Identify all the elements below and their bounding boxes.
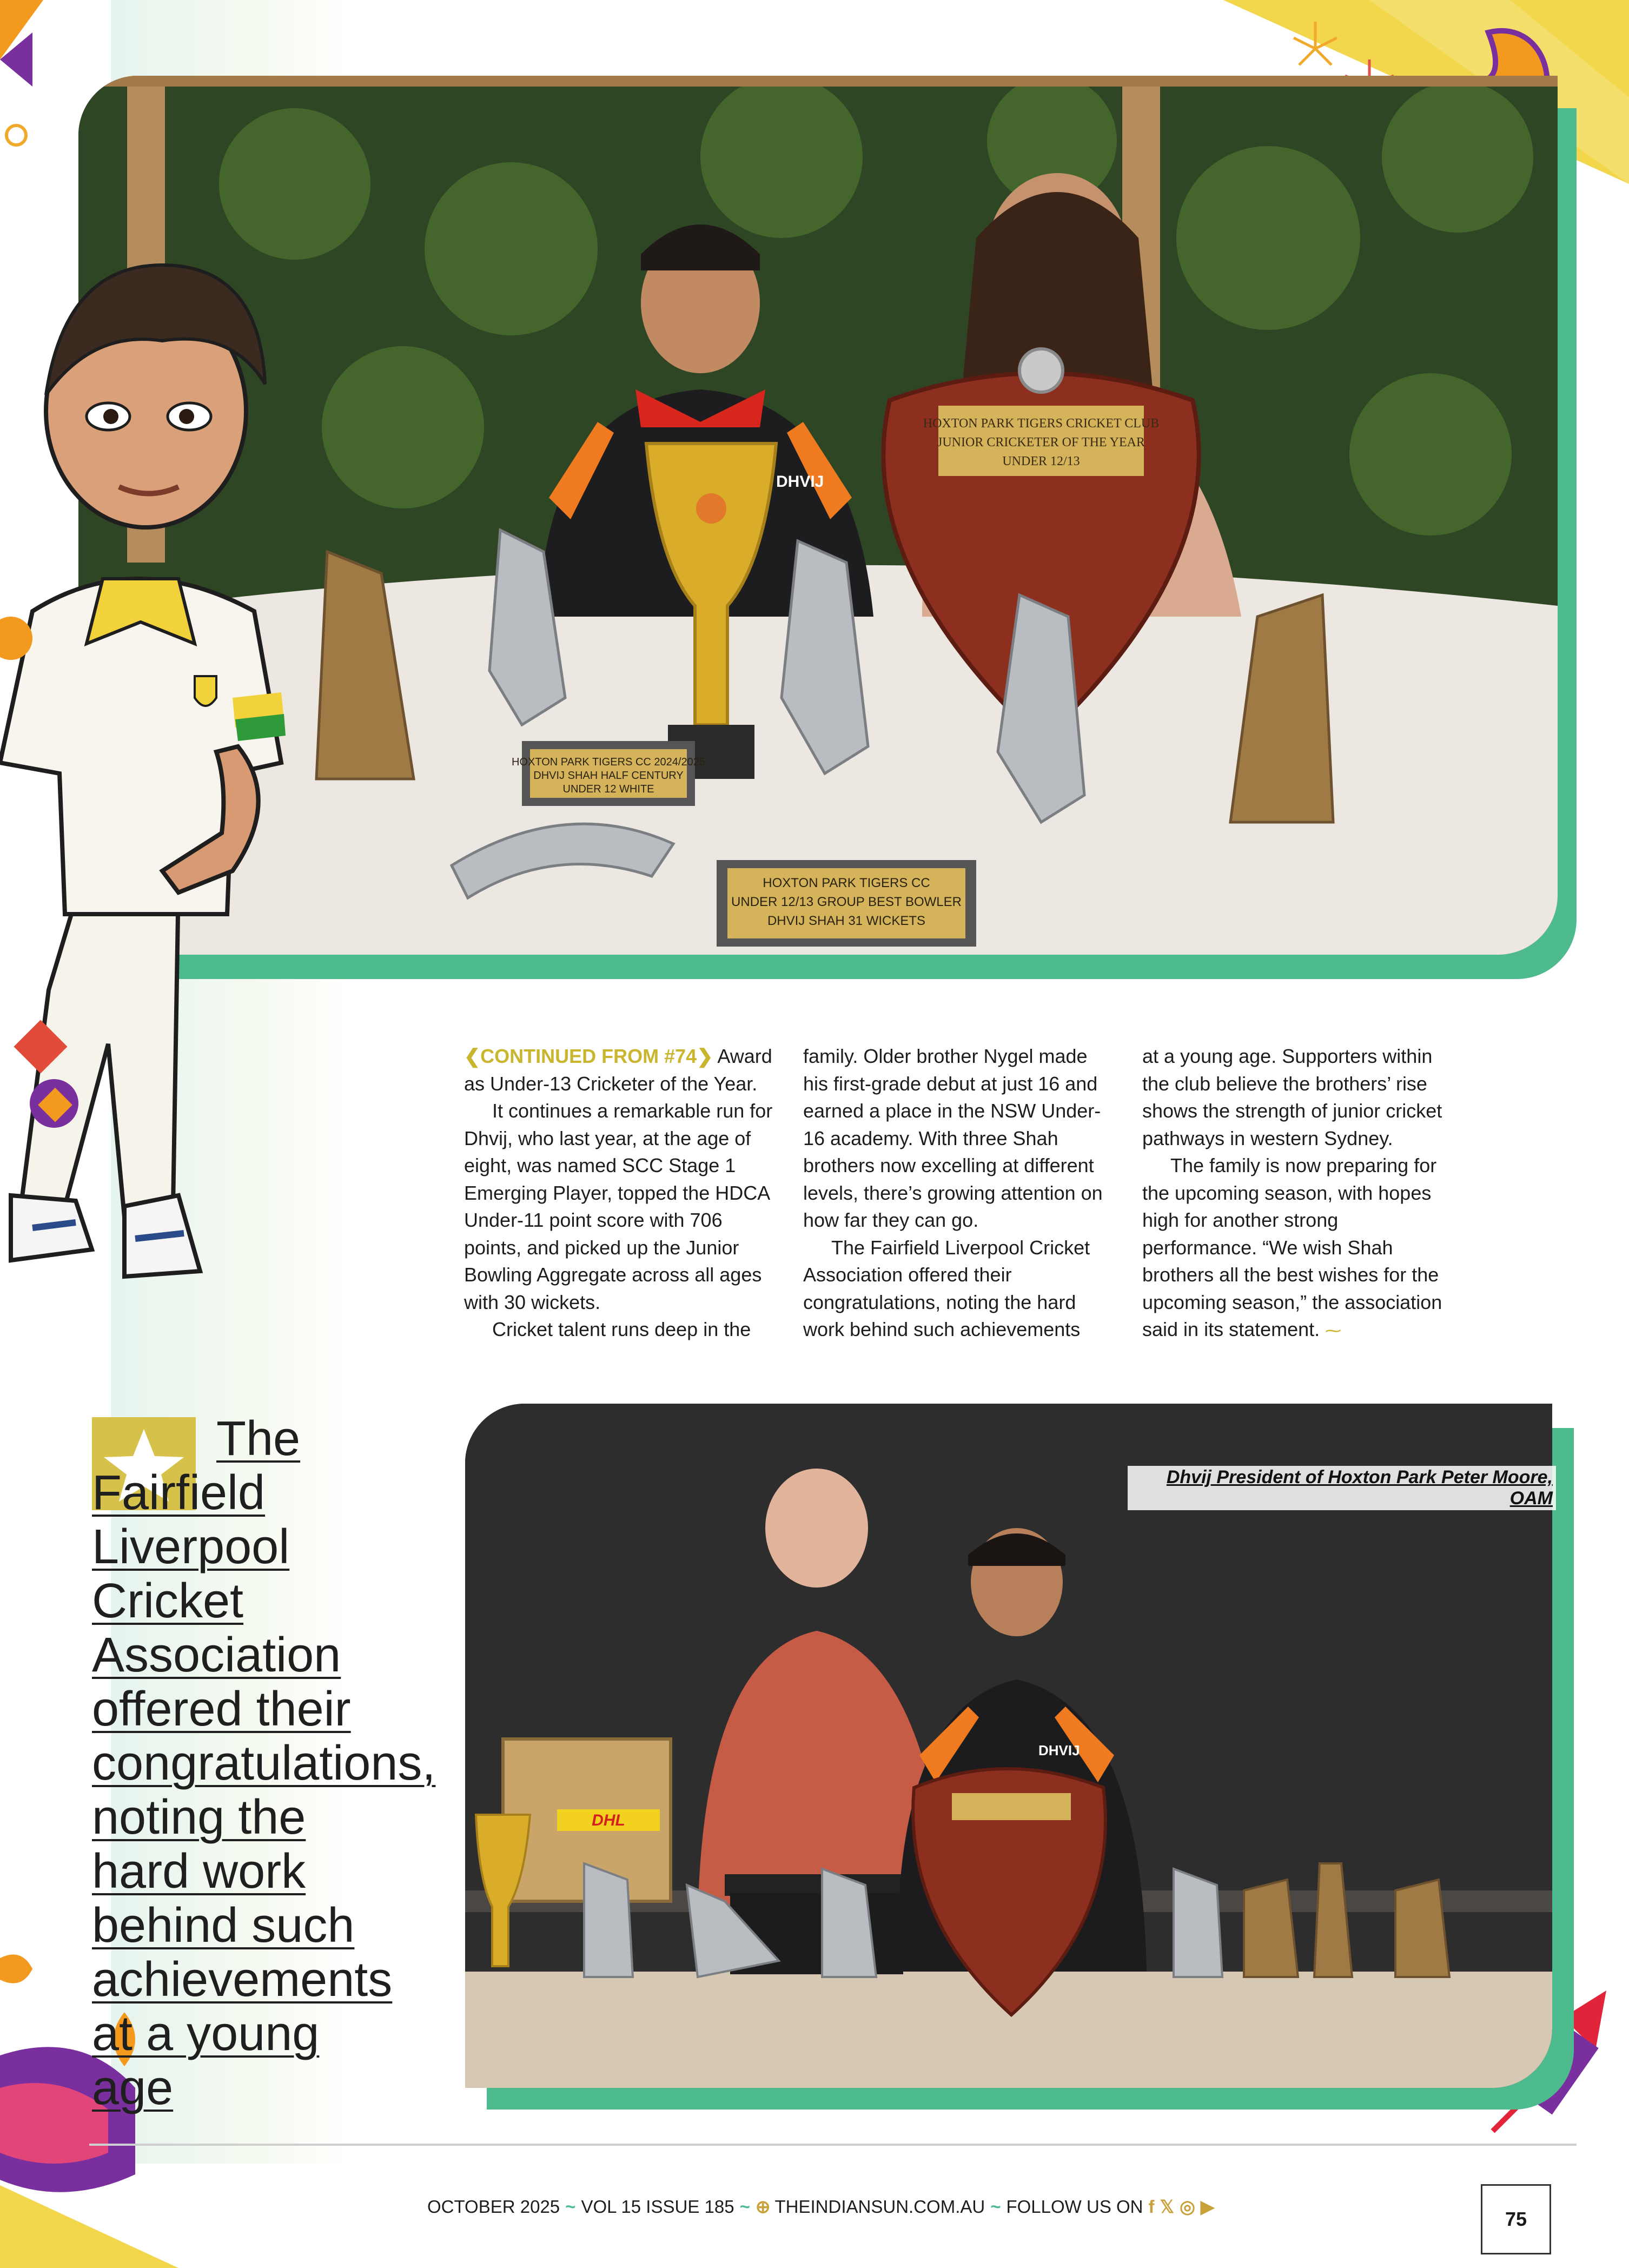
festive-left-decoration: [0, 0, 65, 178]
article-paragraph: at a young age. Supporters within the club believe the brothers’ rise shows the strength of junior cricket pathways in western Sydney.: [1142, 1045, 1442, 1149]
pull-quote-text: The Fairfield Liverpool Cricket Association offered their congratulations, noting the hard work behind such achievements at a young age: [92, 1412, 436, 2115]
cricketer-cartoon-illustration: [0, 233, 443, 1374]
pull-quote: [92, 1412, 436, 2115]
svg-text:DHVIJ SHAH 31 WICKETS: DHVIJ SHAH 31 WICKETS: [767, 914, 926, 928]
x-twitter-icon[interactable]: 𝕏: [1160, 2197, 1175, 2217]
article-column-2: [803, 1043, 1117, 1344]
end-mark-icon: ⁓: [1325, 1322, 1342, 1340]
separator-icon: ~: [739, 2197, 750, 2217]
svg-text:UNDER 12 WHITE: UNDER 12 WHITE: [562, 783, 654, 795]
globe-icon: ⊕: [755, 2197, 771, 2217]
issue-volume: VOL 15 ISSUE 185: [581, 2197, 734, 2217]
svg-text:DHL: DHL: [592, 1811, 625, 1829]
article-paragraph: It continues a remarkable run for Dhvij, who last year, at the age of eight, was named SCC Stage 1 Emerging Player, topped the HDCA Under-11 point score with 706 points, and picked up the Junior Bowling Aggregate across all ages with 30 wickets.: [464, 1100, 773, 1313]
separator-icon: ~: [565, 2197, 576, 2217]
instagram-icon[interactable]: ◎: [1180, 2197, 1195, 2217]
svg-text:JUNIOR CRICKETER OF THE YEAR: JUNIOR CRICKETER OF THE YEAR: [937, 435, 1145, 449]
article-text: Award as Under-13 Cricketer of the Year.: [464, 1045, 772, 1095]
svg-text:HOXTON PARK TIGERS CC: HOXTON PARK TIGERS CC: [763, 876, 930, 890]
svg-text:DHVIJ: DHVIJ: [776, 473, 824, 491]
svg-text:DHVIJ: DHVIJ: [1038, 1742, 1080, 1758]
youtube-icon[interactable]: ▶: [1200, 2197, 1215, 2217]
article-column-1: [464, 1043, 778, 1344]
svg-text:DHVIJ SHAH HALF CENTURY: DHVIJ SHAH HALF CENTURY: [533, 770, 684, 782]
issue-date: OCTOBER 2025: [427, 2197, 560, 2217]
facebook-icon[interactable]: f: [1148, 2197, 1155, 2217]
svg-text:UNDER 12/13: UNDER 12/13: [1002, 454, 1080, 468]
photo-caption: Dhvij President of Hoxton Park Peter Moore, OAM: [1128, 1466, 1556, 1510]
svg-text:HOXTON PARK TIGERS CC 2024/202: HOXTON PARK TIGERS CC 2024/2025: [512, 756, 705, 768]
follow-label: FOLLOW US ON: [1006, 2197, 1143, 2217]
website-link[interactable]: THEINDIANSUN.COM.AU: [774, 2197, 985, 2217]
article-column-3: [1142, 1043, 1456, 1345]
svg-text:HOXTON PARK TIGERS CRICKET CLU: HOXTON PARK TIGERS CRICKET CLUB: [923, 416, 1160, 431]
svg-text:UNDER 12/13 GROUP BEST BOWLER: UNDER 12/13 GROUP BEST BOWLER: [731, 895, 962, 909]
article-paragraph: Cricket talent runs deep in the: [492, 1318, 751, 1340]
article-paragraph: family. Older brother Nygel made his first-grade debut at just 16 and earned a place in the NSW Under-16 academy. With three Shah brothers now excelling at different levels, there’s growing attention on how far they can go.: [803, 1045, 1103, 1231]
footer-info: [427, 2196, 1214, 2217]
page-number: 75: [1481, 2184, 1551, 2254]
footer-divider: [89, 2144, 1577, 2146]
separator-icon: ~: [990, 2197, 1001, 2217]
article-paragraph: The Fairfield Liverpool Cricket Association offered their congratulations, noting the hard work behind such achievements: [803, 1236, 1090, 1340]
continued-from-link[interactable]: ❮CONTINUED FROM #74❯: [464, 1045, 713, 1067]
badge-icon: [195, 676, 216, 706]
article-paragraph: The family is now preparing for the upcoming season, with hopes high for another strong performance. “We wish Shah brothers all the best wishes for the upcoming season,” the association said in its statement.: [1142, 1154, 1442, 1340]
